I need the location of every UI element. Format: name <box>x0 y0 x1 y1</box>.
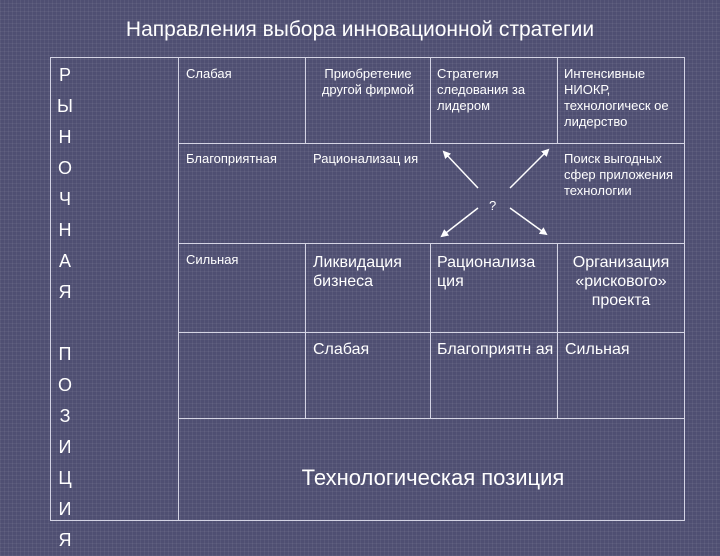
vertical-letter: А <box>58 251 71 271</box>
axis-label-favorable: Благоприятн ая <box>437 341 554 358</box>
cell-strong-col2: Рационализа ция <box>437 254 536 290</box>
cell-weak-col3: Интенсивные НИОКР, технологическ ое лидерство <box>564 66 669 129</box>
axis-label-weak: Слабая <box>313 341 370 358</box>
vertical-letter: Ы <box>57 96 73 116</box>
cell-favorable-col3: Поиск выгодных сфер приложения технологии <box>564 151 674 198</box>
vertical-letter: З <box>59 406 71 426</box>
vertical-letter: Н <box>58 127 72 147</box>
vertical-letter: О <box>57 158 72 178</box>
row-label-weak: Слабая <box>186 66 232 81</box>
vertical-letter: И <box>58 437 72 457</box>
arrow-to-upper-left <box>444 152 478 188</box>
arrow-to-lower-left <box>442 208 478 236</box>
row-label-strong: Сильная <box>186 252 239 267</box>
cell-strong-col1: Ликвидация бизнеса <box>313 254 402 290</box>
vertical-letter: Н <box>58 220 72 240</box>
arrow-to-upper-right <box>510 150 548 188</box>
horizontal-axis-label: Технологическая позиция <box>301 465 565 490</box>
arrow-to-lower-right <box>510 208 546 234</box>
vertical-letter: Я <box>58 282 72 302</box>
vertical-letter: Ц <box>58 468 72 488</box>
vertical-letter: О <box>57 375 72 395</box>
cell-weak-col2: Стратегия следования за лидером <box>437 66 526 113</box>
vertical-letter: Ч <box>59 189 71 209</box>
vertical-letter: Р <box>58 65 71 85</box>
axis-label-strong: Сильная <box>565 341 630 358</box>
row-label-favorable: Благоприятная <box>186 151 277 166</box>
cell-weak-col1: Приобретение другой фирмой <box>321 66 415 97</box>
slide-title: Направления выбора инновационной стратегии <box>125 18 595 41</box>
cell-strong-col3: Организация «рискового» проекта <box>572 254 670 309</box>
question-mark: ? <box>489 198 497 213</box>
cell-favorable-col1: Рационализац ия <box>313 151 419 166</box>
vertical-letter: И <box>58 499 72 519</box>
vertical-letter: П <box>58 344 72 364</box>
vertical-letter: Я <box>58 530 72 550</box>
